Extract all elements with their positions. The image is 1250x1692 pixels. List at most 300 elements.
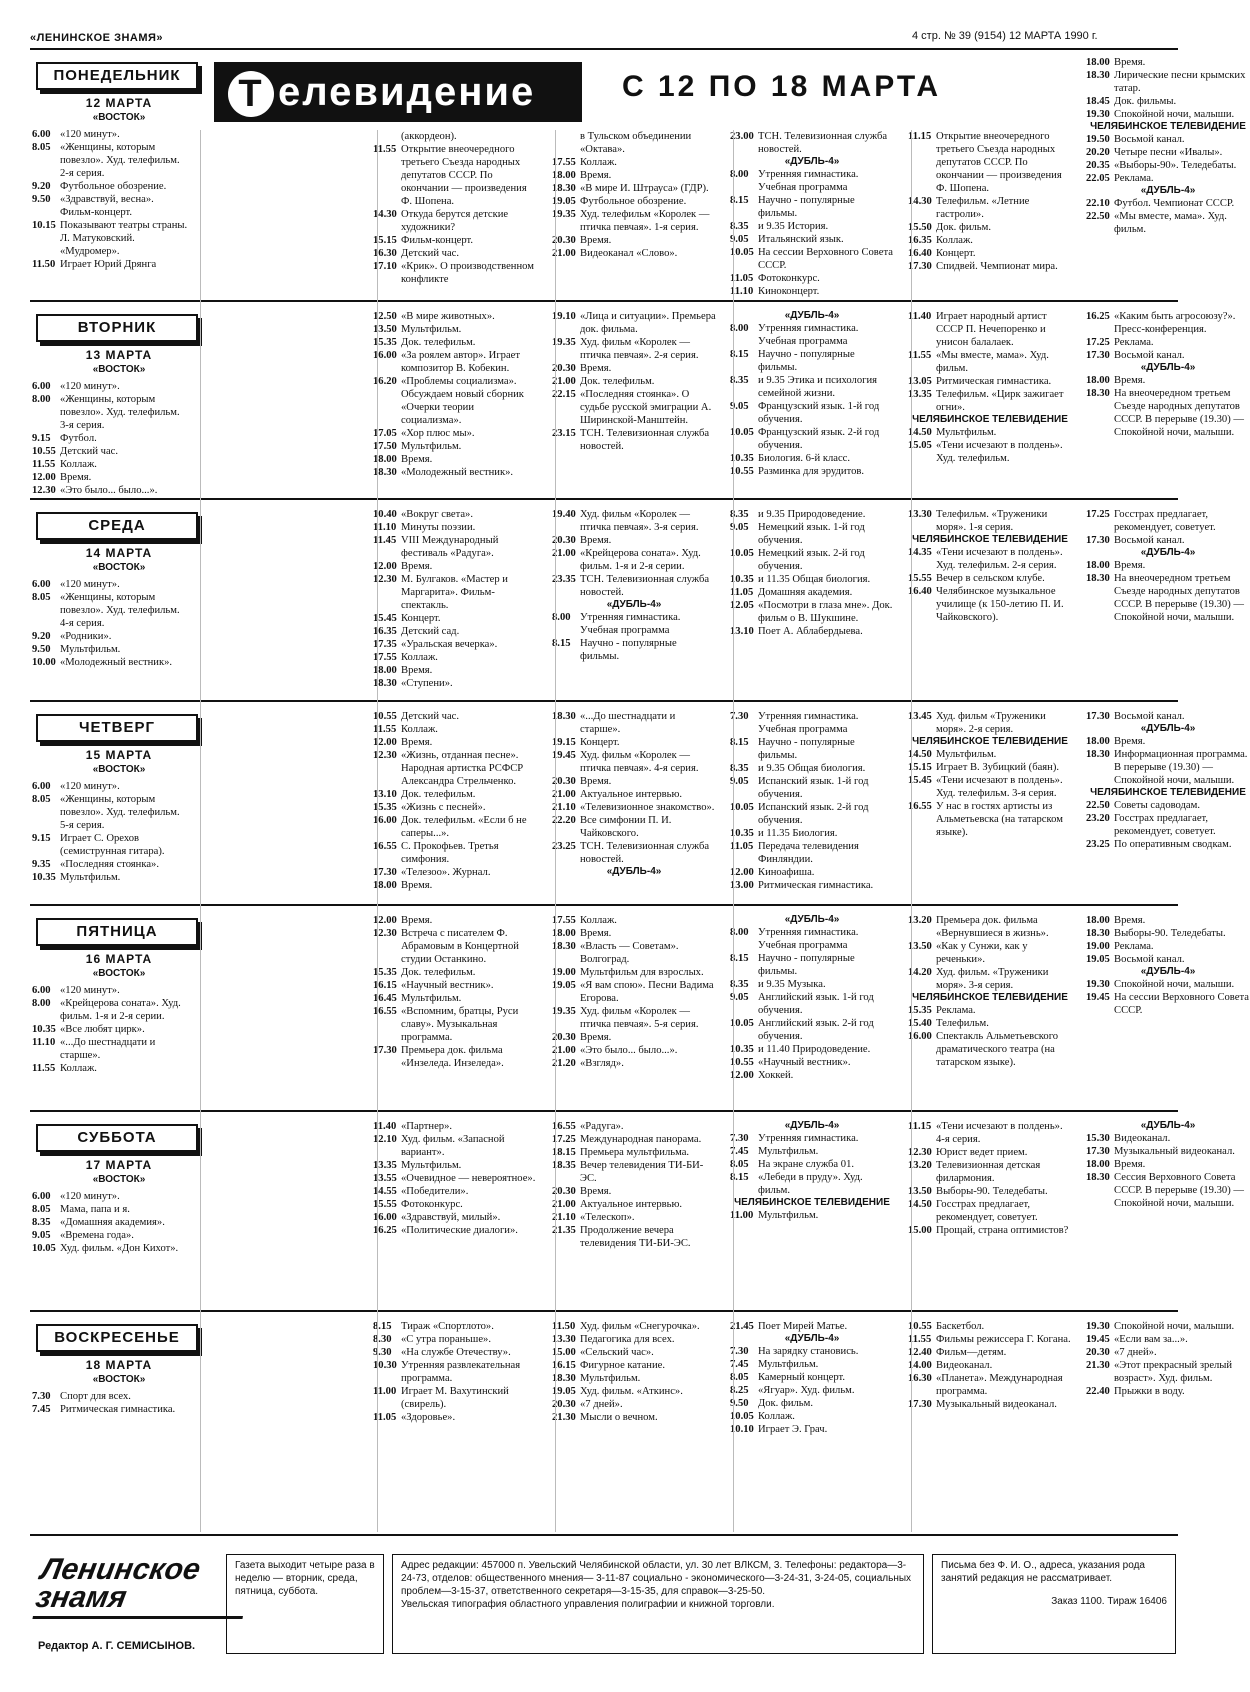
program-entry (373, 801, 537, 814)
program-entry (552, 534, 716, 547)
program-time: 13.20 (908, 1160, 932, 1171)
program-title: Итальянский язык. (758, 234, 844, 245)
program-entry (552, 1320, 716, 1333)
program-title: Коллаж. (936, 235, 973, 246)
program-title: Утренняя развлекательная программа. (401, 1360, 521, 1384)
program-entry (730, 991, 894, 1017)
program-time: 17.30 (908, 1399, 932, 1410)
program-time: 19.00 (1086, 941, 1110, 952)
program-title: «Женщины, которым повезло». Худ. телефильм. 4-я серия. (60, 592, 180, 629)
program-time: 10.35 (730, 453, 754, 464)
program-entry (1086, 940, 1250, 953)
program-time: 12.30 (908, 1147, 932, 1158)
column-rule (555, 130, 556, 1532)
program-entry (730, 547, 894, 573)
program-time: 14.35 (908, 547, 932, 558)
program-entry (552, 1159, 716, 1185)
program-time: 11.55 (373, 144, 397, 155)
program-column (730, 130, 894, 298)
program-time: 11.05 (730, 273, 754, 284)
day-row-3 (30, 700, 1248, 906)
program-title: Утренняя гимнастика. Учебная программа (758, 927, 859, 951)
program-title: Реклама. (936, 1005, 976, 1016)
channel-subheading: ЧЕЛЯБИНСКОЕ ТЕЛЕВИДЕНИЕ (912, 736, 1068, 747)
program-entry (908, 221, 1072, 234)
program-title: Английский язык. 2-й год обучения. (758, 1018, 874, 1042)
channel-name: «ВОСТОК» (92, 364, 146, 375)
program-entry (373, 508, 537, 521)
program-time: 8.15 (730, 737, 749, 748)
program-time: 17.10 (373, 261, 397, 272)
program-title: «Это было... было...». (60, 485, 158, 496)
program-title: «Крик». О производственном конфликте (401, 261, 534, 285)
program-time: 16.55 (908, 801, 932, 812)
program-time: 16.55 (373, 1006, 397, 1017)
program-time: 8.15 (730, 953, 749, 964)
program-entry (373, 234, 537, 247)
program-entry (373, 788, 537, 801)
program-title: «Лица и ситуации». Премьера док. фильма. (580, 311, 716, 335)
program-entry (373, 638, 537, 651)
program-title: Госстрах предлагает, рекомендует, советует. (1114, 509, 1216, 533)
channel-subheading: ЧЕЛЯБИНСКОЕ ТЕЛЕВИДЕНИЕ (1090, 787, 1246, 798)
program-time: 19.05 (552, 1386, 576, 1397)
program-title: «Лебеди в пруду». Худ. фильм. (758, 1172, 863, 1196)
program-time: 13.35 (908, 389, 932, 400)
program-entry (373, 453, 537, 466)
program-entry (730, 508, 894, 521)
program-time: 19.05 (1086, 954, 1110, 965)
program-title: Музыкальный видеоканал. (1114, 1146, 1235, 1157)
day-header (30, 62, 208, 126)
program-entry (552, 637, 716, 663)
program-entry (552, 710, 716, 736)
program-time: 18.30 (552, 1373, 576, 1384)
program-title: Вечер телевидения ТИ-БИ-ЭС. (580, 1160, 704, 1184)
program-title: Актуальное интервью. (580, 789, 683, 800)
program-entry (730, 1132, 894, 1145)
program-title: Телефильм. «Цирк зажигает огни». (936, 389, 1064, 413)
program-title: Немецкий язык. 1-й год обучения. (758, 522, 865, 546)
program-title: «Телезоо». Журнал. (401, 867, 491, 878)
program-entry (552, 156, 716, 169)
program-title: «Я вам спою». Песни Вадима Егорова. (580, 980, 714, 1004)
program-title: «В мире И. Штрауса» (ГДР). (580, 183, 709, 194)
program-entry (1086, 927, 1250, 940)
program-time: 10.05 (730, 427, 754, 438)
program-time: 16.00 (373, 815, 397, 826)
program-time: 17.50 (373, 441, 397, 452)
program-entry (32, 578, 190, 591)
program-time: 12.00 (373, 915, 397, 926)
program-time: 19.15 (552, 737, 576, 748)
program-time: 16.25 (1086, 311, 1110, 322)
day-header (30, 1124, 208, 1188)
program-time: 21.20 (552, 1058, 576, 1069)
program-time: 11.40 (908, 311, 932, 322)
program-time: 19.35 (552, 337, 576, 348)
program-title: Мультфильм. (580, 1373, 641, 1384)
program-title: Мультфильм. (401, 993, 462, 1004)
program-entry (1086, 108, 1250, 121)
program-title: «Крейцерова соната». Худ. фильм. 1-я и 2-я серии. (60, 998, 181, 1022)
title-rest: елевидение (278, 70, 536, 114)
program-title: «Власть — Советам». Волгоград. (580, 941, 679, 965)
program-time: 8.15 (552, 638, 571, 649)
program-time: 10.00 (32, 657, 56, 668)
program-title: Фильмы режиссера Г. Когана. (936, 1334, 1071, 1345)
program-time: 15.55 (373, 1199, 397, 1210)
program-time: 22.20 (552, 815, 576, 826)
program-time: 18.30 (1086, 573, 1110, 584)
program-entry (32, 858, 190, 871)
program-entry (552, 1185, 716, 1198)
program-title: Минуты поэзии. (401, 522, 476, 533)
program-title: Актуальное интервью. (580, 1199, 683, 1210)
program-entry (730, 978, 894, 991)
program-entry (552, 375, 716, 388)
program-title: Французский язык. 1-й год обучения. (758, 401, 880, 425)
program-entry (373, 1172, 537, 1185)
program-column (1086, 56, 1250, 236)
program-time: 6.00 (32, 781, 51, 792)
program-entry (373, 534, 537, 560)
program-time: 18.00 (552, 928, 576, 939)
program-title: «Телевизионное знакомство». (580, 802, 715, 813)
program-time: 8.00 (552, 612, 571, 623)
program-title: Мультфильм. (401, 324, 462, 335)
program-time: 12.30 (373, 574, 397, 585)
program-time: 20.30 (552, 363, 576, 374)
program-entry (730, 285, 894, 298)
program-entry (552, 1411, 716, 1424)
program-time: 17.05 (373, 428, 397, 439)
program-time: 17.30 (373, 867, 397, 878)
program-entry (730, 246, 894, 272)
program-title: «С утра пораньше». (401, 1334, 491, 1345)
program-title: Спидвей. Чемпионат мира. (936, 261, 1058, 272)
program-time: 18.35 (552, 1160, 576, 1171)
program-time: 15.30 (1086, 1133, 1110, 1144)
program-entry (730, 130, 894, 156)
program-entry (552, 1333, 716, 1346)
program-title: Реклама. (1114, 173, 1154, 184)
program-entry (32, 219, 190, 258)
program-time: 17.55 (373, 652, 397, 663)
program-time: 13.20 (908, 915, 932, 926)
program-entry (908, 426, 1072, 439)
program-title: Восьмой канал. (1114, 954, 1185, 965)
program-entry (552, 388, 716, 427)
program-time: 10.35 (32, 872, 56, 883)
program-entry (373, 651, 537, 664)
program-time: 22.50 (1086, 800, 1110, 811)
program-time: 17.35 (373, 639, 397, 650)
day-date: 13 МАРТА (85, 348, 153, 362)
program-title: «Как у Сунжи, как у реченьки». (936, 941, 1028, 965)
program-entry (908, 1359, 1072, 1372)
program-time: 22.15 (552, 389, 576, 400)
program-title: и 9.35 Общая биология. (758, 763, 866, 774)
program-title: Худ. фильм «Королек — птичка певчая». 2-я серия. (580, 337, 699, 361)
program-title: ТСН. Телевизионная служба новостей. (580, 841, 710, 865)
program-entry (730, 322, 894, 348)
program-entry (32, 591, 190, 630)
day-header (30, 918, 208, 982)
program-title: «Очевидное — невероятное». (401, 1173, 536, 1184)
program-title: Детский час. (401, 711, 460, 722)
program-entry (1086, 310, 1250, 336)
program-entry (552, 788, 716, 801)
program-title: Передача телевидения Финляндии. (758, 841, 859, 865)
program-entry (730, 168, 894, 194)
program-time: 22.10 (1086, 198, 1110, 209)
program-time: 18.00 (1086, 1159, 1110, 1170)
program-title: Худ. фильм. «Труженики моря». 3-я серия. (936, 967, 1049, 991)
program-time: 11.05 (730, 841, 754, 852)
program-title: Утренняя гимнастика. Учебная программа (580, 612, 681, 636)
program-title: «...До шестнадцати и старше». (60, 1037, 156, 1061)
program-time: 10.55 (908, 1321, 932, 1332)
program-time: 8.15 (373, 1321, 392, 1332)
program-entry (373, 521, 537, 534)
program-entry (32, 1229, 190, 1242)
channel-name: «ВОСТОК» (92, 562, 146, 573)
program-time: 19.00 (552, 967, 576, 978)
program-entry (373, 1159, 537, 1172)
program-entry (552, 234, 716, 247)
program-time: 21.00 (552, 376, 576, 387)
program-entry (373, 1198, 537, 1211)
program-time: 18.00 (1086, 57, 1110, 68)
program-time: 9.05 (730, 401, 749, 412)
program-time: 10.55 (373, 711, 397, 722)
address-block (392, 1554, 924, 1654)
program-title: ТСН. Телевизионная служба новостей. (580, 574, 710, 598)
program-title: Спорт для всех. (60, 1391, 131, 1402)
program-time: 8.05 (32, 142, 51, 153)
program-time: 7.30 (730, 711, 749, 722)
program-entry (730, 1056, 894, 1069)
program-time: 19.50 (1086, 134, 1110, 145)
program-entry (552, 840, 716, 866)
program-title: Время. (401, 915, 433, 926)
program-time: 17.55 (552, 915, 576, 926)
program-time: 6.00 (32, 1191, 51, 1202)
program-time: 10.05 (730, 1018, 754, 1029)
program-entry (552, 736, 716, 749)
program-time: 18.30 (552, 711, 576, 722)
program-time: 11.00 (730, 1210, 754, 1221)
program-entry (730, 827, 894, 840)
program-entry (373, 375, 537, 427)
program-entry (908, 1159, 1072, 1185)
program-column (32, 578, 190, 669)
program-entry (908, 508, 1072, 534)
program-entry (373, 927, 537, 966)
program-title: «Последняя стоянка». (60, 859, 159, 870)
program-time: 18.30 (552, 183, 576, 194)
program-title: Научно - популярные фильмы. (580, 638, 677, 662)
program-entry (730, 926, 894, 952)
program-title: Все симфонии П. И. Чайковского. (580, 815, 672, 839)
program-time: 17.25 (1086, 337, 1110, 348)
program-time: 15.35 (373, 802, 397, 813)
program-time: 13.30 (908, 509, 932, 520)
program-title: Мама, папа и я. (60, 1204, 130, 1215)
channel-subheading: «ДУБЛЬ-4» (1140, 362, 1196, 373)
program-time: 13.55 (373, 1173, 397, 1184)
program-entry (1086, 197, 1250, 210)
program-time: 8.00 (730, 323, 749, 334)
program-title: Челябинское музыкальное училище (к 150-летию П. И. Чайковского). (936, 586, 1064, 623)
program-time: 10.35 (730, 828, 754, 839)
program-time: 23.20 (1086, 813, 1110, 824)
program-entry (373, 736, 537, 749)
program-entry (908, 349, 1072, 375)
day-name: СРЕДА (36, 512, 198, 540)
program-title: Худ. фильм «Королек — птичка певчая». 5-я серия. (580, 1006, 699, 1030)
program-entry (908, 1146, 1072, 1159)
issue-info-header: 4 стр. № 39 (9154) 12 МАРТА 1990 г. (912, 30, 1098, 42)
program-time: 16.30 (908, 1373, 932, 1384)
program-time: 17.25 (1086, 509, 1110, 520)
program-column (1086, 508, 1250, 624)
program-title: Время. (1114, 1159, 1146, 1170)
program-time: 20.30 (552, 1032, 576, 1043)
program-time: 23.35 (552, 574, 576, 585)
program-title: Концерт. (580, 737, 620, 748)
program-entry (373, 677, 537, 690)
program-entry (908, 1004, 1072, 1017)
program-entry (730, 1145, 894, 1158)
day-date: 16 МАРТА (85, 952, 153, 966)
program-title: Госстрах предлагает, рекомендует, советует. (1114, 813, 1216, 837)
program-entry (730, 465, 894, 478)
program-title: «7 дней». (1114, 1347, 1157, 1358)
program-time: 13.50 (908, 1186, 932, 1197)
program-time: 18.00 (373, 665, 397, 676)
program-entry (908, 572, 1072, 585)
program-entry (552, 1385, 716, 1398)
program-entry (373, 1133, 537, 1159)
program-time: 9.15 (32, 433, 51, 444)
program-entry (552, 1044, 716, 1057)
program-time: 16.30 (373, 248, 397, 259)
program-title: Худ. телефильм «Королек — птичка певчая». 1-я серия. (580, 209, 710, 233)
program-title: Вечер в сельском клубе. (936, 573, 1045, 584)
program-title: Мультфильм. (758, 1146, 819, 1157)
program-time: 10.35 (32, 1024, 56, 1035)
program-title: Время. (580, 776, 612, 787)
program-column (1086, 1120, 1250, 1210)
program-time: 18.00 (1086, 560, 1110, 571)
program-time: 12.50 (373, 311, 397, 322)
program-title: Испанский язык. 1-й год обучения. (758, 776, 869, 800)
program-time: 10.05 (730, 548, 754, 559)
program-time: 8.35 (730, 763, 749, 774)
program-time: 10.05 (730, 247, 754, 258)
program-entry (552, 427, 716, 453)
program-entry (373, 560, 537, 573)
program-title: Показывают театры страны. Л. Матуковский. «Мудромер». (60, 220, 188, 257)
program-time: 21.45 (730, 1321, 754, 1332)
program-title: Международная панорама. (580, 1134, 702, 1145)
program-title: Фигурное катание. (580, 1360, 665, 1371)
program-title: VIII Международный фестиваль «Радуга». (401, 535, 499, 559)
program-title: Испанский язык. 2-й год обучения. (758, 802, 869, 826)
program-time: 11.55 (908, 1334, 932, 1345)
program-title: Концерт. (401, 613, 441, 624)
program-entry (373, 427, 537, 440)
program-time: 8.05 (32, 592, 51, 603)
program-entry (730, 426, 894, 452)
program-entry (552, 801, 716, 814)
program-column (373, 310, 537, 479)
program-entry (1086, 387, 1250, 439)
program-entry (373, 814, 537, 840)
program-column (32, 780, 190, 884)
program-entry (552, 979, 716, 1005)
program-time: 18.30 (1086, 1172, 1110, 1183)
program-title: Время. (401, 665, 433, 676)
program-entry (32, 1023, 190, 1036)
program-title: Футбол. (60, 433, 97, 444)
program-title: Время. (1114, 57, 1146, 68)
program-title: Время. (580, 1186, 612, 1197)
program-time: 17.30 (1086, 350, 1110, 361)
program-time: 14.20 (908, 967, 932, 978)
day-date: 17 МАРТА (85, 1158, 153, 1172)
program-title: На зарядку становись. (758, 1346, 859, 1357)
program-title: Док. телефильм. «Если б не саперы...». (401, 815, 527, 839)
program-time: 13.10 (730, 626, 754, 637)
program-time: 11.55 (373, 724, 397, 735)
program-entry (1086, 1333, 1250, 1346)
program-entry (908, 234, 1072, 247)
program-title: Док. телефильм. (401, 967, 476, 978)
program-entry (373, 573, 537, 612)
program-title: Мультфильм. (936, 749, 997, 760)
program-entry (552, 336, 716, 362)
program-entry (730, 1069, 894, 1082)
program-entry (552, 1146, 716, 1159)
program-entry (908, 774, 1072, 800)
program-entry (552, 573, 716, 599)
program-time: 18.30 (373, 467, 397, 478)
program-title: «Домашняя академия». (60, 1217, 165, 1228)
channel-name: «ВОСТОК» (92, 968, 146, 979)
program-title: ТСН. Телевизионная служба новостей. (758, 131, 888, 155)
program-entry (1086, 1320, 1250, 1333)
program-title: Научно - популярные фильмы. (758, 195, 855, 219)
program-title: «Тени исчезают в полдень». 4-я серия. (936, 1121, 1063, 1145)
program-time: 15.15 (908, 762, 932, 773)
program-entry (908, 439, 1072, 465)
program-time: 16.20 (373, 376, 397, 387)
program-time: 8.35 (730, 375, 749, 386)
program-time: 10.55 (730, 466, 754, 477)
program-time: 15.00 (552, 1347, 576, 1358)
program-title: Биология. 6-й класс. (758, 453, 851, 464)
program-title: Время. (1114, 375, 1146, 386)
program-time: 13.35 (373, 1160, 397, 1171)
program-time: 8.05 (32, 794, 51, 805)
program-entry (908, 1398, 1072, 1411)
program-entry (552, 508, 716, 534)
program-time: 12.00 (730, 1070, 754, 1081)
program-entry (32, 393, 190, 432)
